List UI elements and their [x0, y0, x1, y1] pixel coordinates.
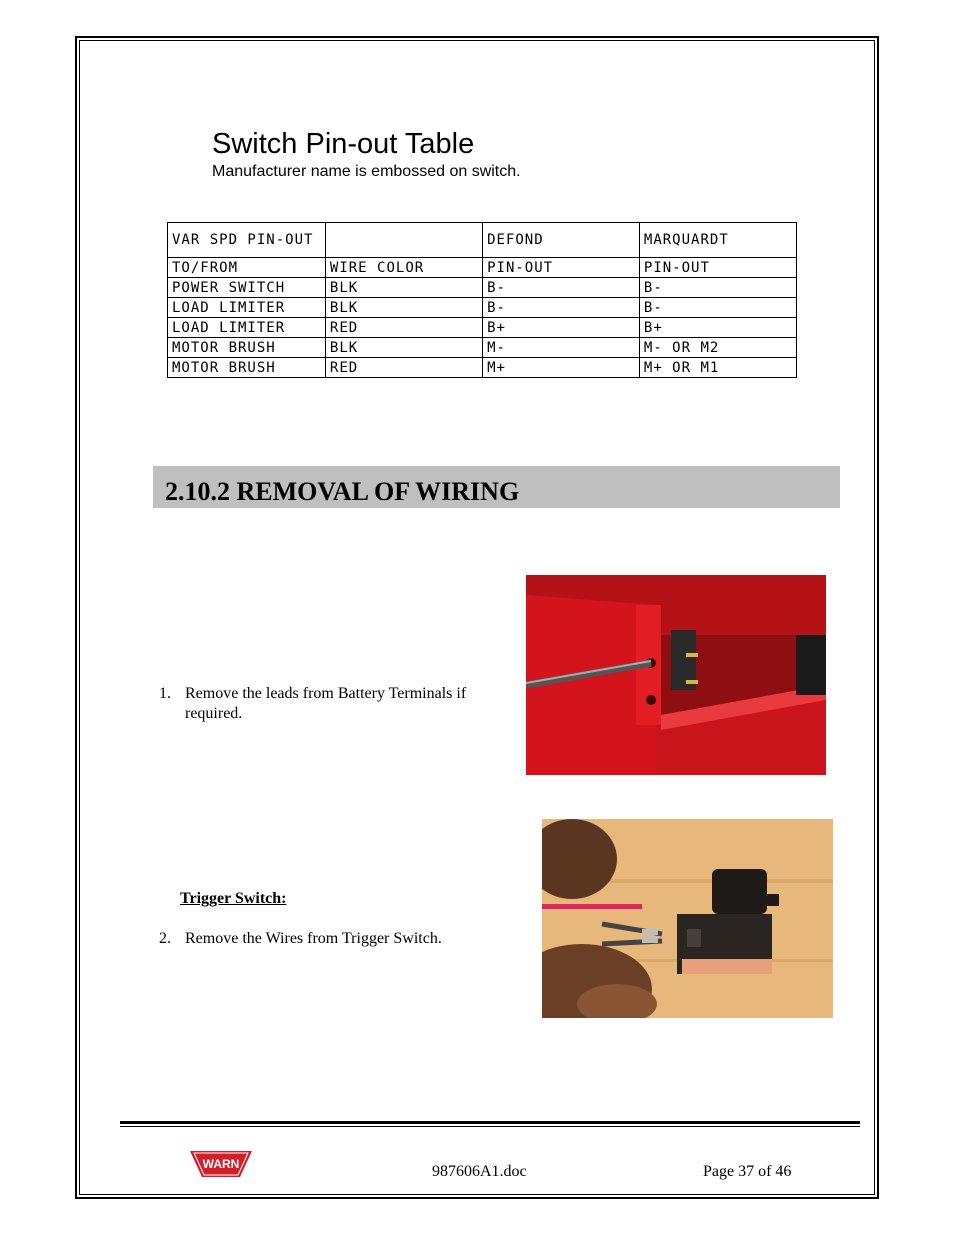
table-cell: TO/FROM [168, 258, 326, 278]
table-row [168, 358, 797, 378]
step-text: Remove the leads from Battery Terminals if [185, 685, 467, 702]
step-item-2 [159, 929, 519, 951]
trigger-switch-photo [542, 819, 833, 1018]
table-cell: B- [483, 298, 640, 318]
table-header-cell [325, 223, 482, 258]
table-cell: PIN-OUT [639, 258, 796, 278]
table-cell: MOTOR BRUSH [168, 358, 326, 378]
footer-rule-thin [120, 1126, 860, 1127]
battery-terminal-photo [526, 575, 826, 775]
table-cell: M- [483, 338, 640, 358]
step-item-1 [159, 684, 519, 726]
table-cell: M+ OR M1 [639, 358, 796, 378]
page-title: Switch Pin-out Table [212, 128, 475, 160]
table-header-cell: DEFOND [483, 223, 640, 258]
table-row [168, 298, 797, 318]
footer-rule [120, 1121, 860, 1124]
table-cell: BLK [325, 278, 482, 298]
table-cell: LOAD LIMITER [168, 318, 326, 338]
table-cell: WIRE COLOR [325, 258, 482, 278]
table-cell: PIN-OUT [483, 258, 640, 278]
table-row [168, 258, 797, 278]
section-title: 2.10.2 REMOVAL OF WIRING [165, 477, 520, 506]
page-subtitle: Manufacturer name is embossed on switch. [212, 163, 521, 180]
table-cell: B- [639, 298, 796, 318]
table-header-row [168, 223, 797, 258]
table-cell: B+ [639, 318, 796, 338]
step-number: 1. [159, 685, 171, 702]
table-cell: B- [483, 278, 640, 298]
table-cell: B+ [483, 318, 640, 338]
step-text-continued: required. [185, 705, 243, 722]
table-cell: B- [639, 278, 796, 298]
table-cell: M- OR M2 [639, 338, 796, 358]
table-cell: M+ [483, 358, 640, 378]
step-text: Remove the Wires from Trigger Switch. [185, 930, 442, 947]
table-header-cell: MARQUARDT [639, 223, 796, 258]
step-number: 2. [159, 930, 171, 947]
table-header-cell: VAR SPD PIN-OUT [168, 223, 326, 258]
table-cell: BLK [325, 298, 482, 318]
trigger-switch-heading: Trigger Switch: [180, 890, 287, 907]
table-cell: LOAD LIMITER [168, 298, 326, 318]
table-cell: BLK [325, 338, 482, 358]
table-cell: POWER SWITCH [168, 278, 326, 298]
table-cell: RED [325, 318, 482, 338]
table-row [168, 338, 797, 358]
table-cell: MOTOR BRUSH [168, 338, 326, 358]
warn-logo-text: WARN [202, 1157, 240, 1171]
table-row [168, 278, 797, 298]
footer-document-name: 987606A1.doc [432, 1163, 527, 1180]
switch-pinout-table [167, 222, 797, 378]
table-row [168, 318, 797, 338]
table-cell: RED [325, 358, 482, 378]
footer-page-number: Page 37 of 46 [703, 1163, 792, 1180]
warn-logo [190, 1149, 252, 1179]
